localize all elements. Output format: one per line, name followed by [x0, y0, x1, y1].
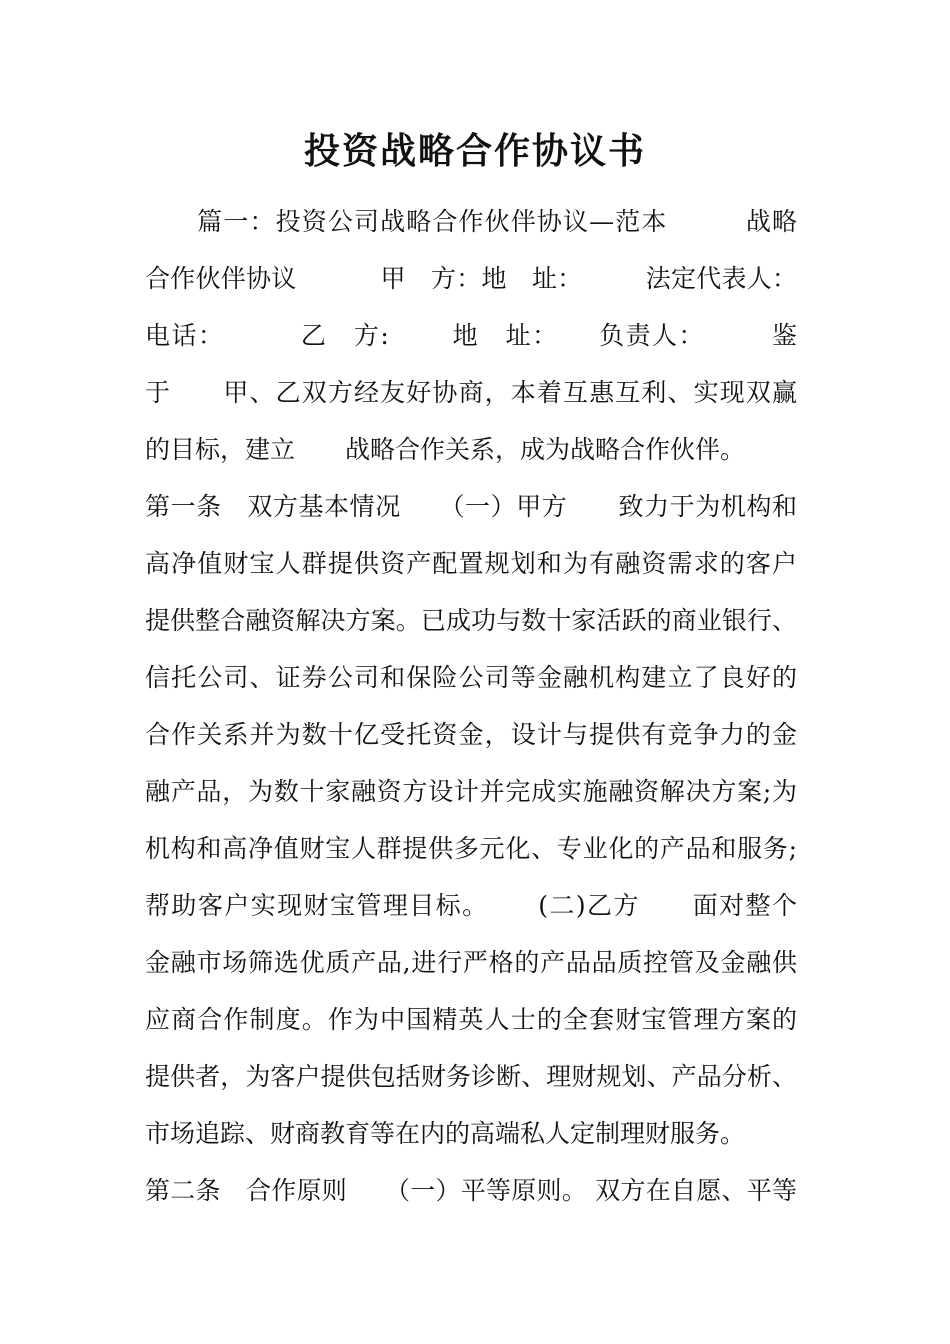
body-line-4: 于 甲、乙双方经友好协商，本着互惠互利、实现双赢 [145, 378, 797, 407]
body-line-10: 合作关系并为数十亿受托资金，设计与提供有竞争力的金 [145, 720, 797, 749]
body-line-11: 融产品，为数十家融资方设计并完成实施融资解决方案;为 [145, 777, 797, 806]
body-line-13: 帮助客户实现财宝管理目标。 (二)乙方 面对整个 [145, 891, 797, 920]
body-line-12: 机构和高净值财宝人群提供多元化、专业化的产品和服务; [145, 834, 797, 863]
body-line-8: 提供整合融资解决方案。已成功与数十家活跃的商业银行、 [145, 606, 797, 635]
body-line-14: 金融市场筛选优质产品,进行严格的产品品质控管及金融供 [145, 948, 797, 977]
body-line-3: 电话： 乙 方: 地 址： 负责人： 鉴 [145, 321, 797, 350]
body-line-5: 的目标，建立 战略合作关系，成为战略合作伙伴。 [145, 435, 746, 464]
body-line-17: 市场追踪、财商教育等在内的高端私人定制理财服务。 [145, 1119, 746, 1148]
body-line-16: 提供者，为客户提供包括财务诊断、理财规划、产品分析、 [145, 1062, 797, 1091]
document-title: 投资战略合作协议书 [303, 130, 646, 172]
body-line-6: 第一条 双方基本情况 （一）甲方 致力于为机构和 [145, 492, 797, 521]
body-line-1: 篇一：投资公司战略合作伙伴协议—范本 战略 [145, 207, 797, 236]
body-line-9: 信托公司、证券公司和保险公司等金融机构建立了良好的 [145, 663, 797, 692]
body-line-18: 第二条 合作原则 （一）平等原则。 双方在自愿、平等 [145, 1176, 797, 1205]
body-line-2: 合作伙伴协议 甲 方：地 址： 法定代表人： [145, 264, 797, 293]
body-line-15: 应商合作制度。作为中国精英人士的全套财宝管理方案的 [145, 1005, 797, 1034]
body-line-7: 高净值财宝人群提供资产配置规划和为有融资需求的客户 [145, 549, 797, 578]
